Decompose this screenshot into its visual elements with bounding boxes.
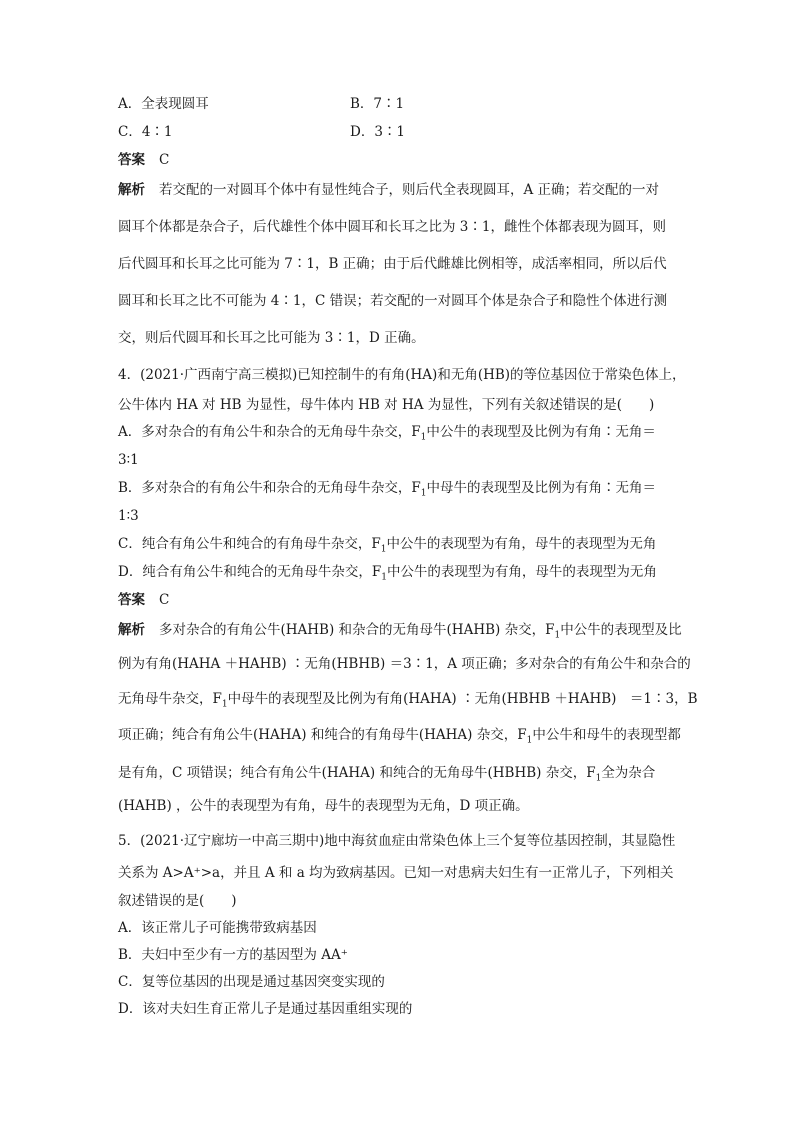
q4-option-a: A．多对杂合的有角公牛和杂合的无角母牛杂交，$F_1$中公牛的表现型及比例为有角∶无角＝ (118, 424, 656, 443)
q3-analysis-line-2: 圆耳个体都是杂合子，后代雄性个体中圆耳和长耳之比为 3∶1，雌性个体都表现为圆耳，则 (118, 219, 666, 235)
q5-option-c: C．复等位基因的出现是通过基因突变实现的 (118, 974, 385, 990)
q4-analysis-line-2: 例为有角(HAHA ＋HAHB) ∶无角(HBHB) ＝3∶1，A 项正确；多对杂合的有角公牛和杂合的 (118, 656, 691, 672)
q3-analysis-line-5: 交，则后代圆耳和长耳之比可能为 3∶1，D 正确。 (118, 330, 425, 346)
answer-label: 答案 (118, 152, 145, 168)
q5-option-a: A．该正常儿子可能携带致病基因 (118, 920, 317, 936)
q3-option-c: C．4∶1 (118, 124, 173, 140)
q3-answer (118, 151, 169, 169)
q5-stem-line-3: 叙述错误的是( ) (118, 893, 237, 909)
answer-value: C (159, 592, 170, 608)
analysis-label: 解析 (118, 182, 145, 198)
q4-option-c: C．纯合有角公牛和纯合的有角母牛杂交，$F_1$中公牛的表现型为有角，母牛的表现型为无角 (118, 536, 657, 555)
answer-value: C (159, 152, 170, 168)
q4-option-b-cont: 1∶3 (118, 508, 139, 524)
q4-option-b: B．多对杂合的有角公牛和杂合的无角母牛杂交，$F_1$中母牛的表现型及比例为有角∶无角＝ (118, 480, 657, 499)
q3-option-a: A．全表现圆耳 (118, 96, 209, 112)
q3-analysis-line-3: 后代圆耳和长耳之比可能为 7∶1，B 正确；由于后代雌雄比例相等，成活率相同，所以后代 (118, 256, 667, 272)
q4-analysis-line-3: 无角母牛杂交，$F_1$中母牛的表现型及比例为有角(HAHA) ∶无角(HBHB ＋HAHB) ＝1∶3，B (118, 691, 698, 710)
q3-analysis-line-4: 圆耳和长耳之比不可能为 4∶1，C 错误；若交配的一对圆耳个体是杂合子和隐性个体进行测 (118, 293, 668, 309)
q3-option-d: D．3∶1 (350, 124, 406, 140)
q4-stem-line-1: 4．(2021·广西南宁高三模拟)已知控制牛的有角(HA)和无角(HB)的等位基因位于常染色体上， (118, 367, 686, 383)
q4-option-a-cont: 3∶1 (118, 452, 139, 468)
q5-option-b: B．夫妇中至少有一方的基因型为 AA⁺ (118, 947, 348, 963)
q4-analysis-line-4: 项正确；纯合有角公牛(HAHA) 和纯合的有角母牛(HAHA) 杂交，$F_1$中公牛和母牛的表现型都 (118, 727, 681, 746)
q4-analysis-line-6: (HAHB) ，公牛的表现型为有角，母牛的表现型为无角，D 项正确。 (118, 798, 529, 814)
q4-analysis-line-1: 解析 多对杂合的有角公牛(HAHB) 和杂合的无角母牛(HAHB) 杂交，$F_1$中公牛的表现型及比 (118, 622, 682, 641)
q3-option-b: B．7∶1 (350, 96, 405, 112)
q5-stem-line-2: 关系为 A>A⁺>a，并且 A 和 a 均为致病基因。已知一对患病夫妇生有一正常儿子，下列相关 (118, 865, 674, 881)
q4-analysis-line-5: 是有角，C 项错误；纯合有角公牛(HAHA) 和纯合的无角母牛(HBHB) 杂交，$F_1$全为杂合 (118, 765, 656, 784)
q5-option-d: D．该对夫妇生育正常儿子是通过基因重组实现的 (118, 1001, 413, 1017)
answer-label: 答案 (118, 592, 145, 608)
q4-answer (118, 591, 169, 609)
q3-analysis-line-1: 解析 若交配的一对圆耳个体中有显性纯合子，则后代全表现圆耳，A 正确；若交配的一对 (118, 182, 660, 198)
q4-option-d: D．纯合有角公牛和纯合的无角母牛杂交，$F_1$中公牛的表现型为有角，母牛的表现型为无角 (118, 564, 657, 583)
analysis-label: 解析 (118, 622, 145, 638)
q4-stem-line-2: 公牛体内 HA 对 HB 为显性，母牛体内 HB 对 HA 为显性，下列有关叙述错误的是( ) (118, 397, 655, 413)
q5-stem-line-1: 5．(2021·辽宁廊坊一中高三期中)地中海贫血症由常染色体上三个复等位基因控制，其显隐性 (118, 833, 676, 849)
